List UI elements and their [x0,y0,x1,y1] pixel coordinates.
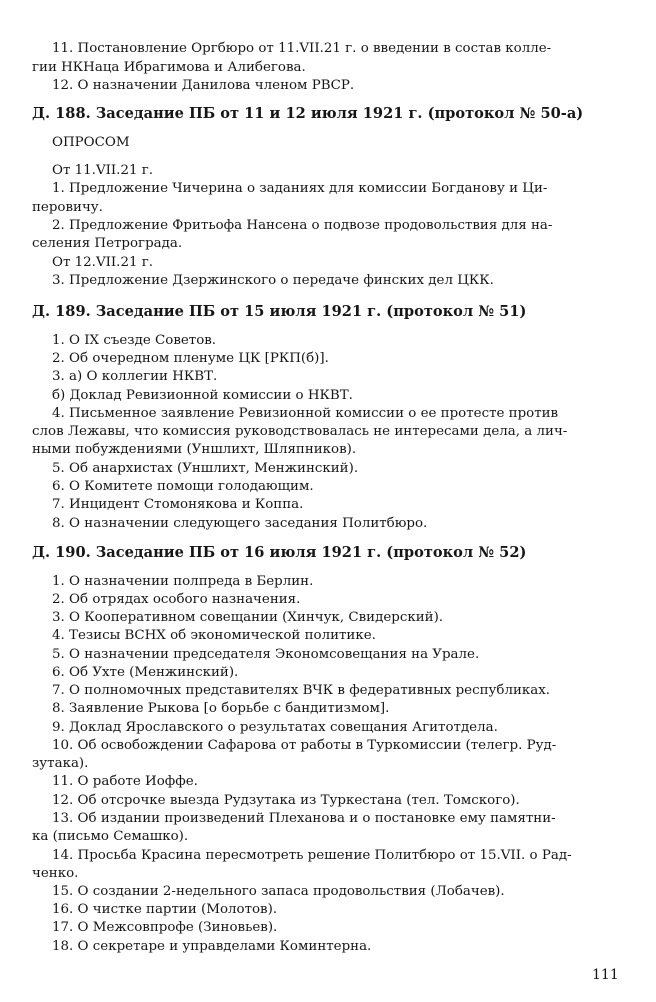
paragraph-line: селения Петрограда. [32,236,183,251]
paragraph-line: 7. Инцидент Стомонякова и Коппа. [52,497,304,512]
paragraph-line: 3. а) О коллегии НКВТ. [52,369,218,384]
paragraph-line: 3. Предложение Дзержинского о передаче финских дел ЦКК. [52,273,494,288]
section-heading-d188: Д. 188. Заседание ПБ от 11 и 12 июля 1921 г. (протокол № 50-а) [32,105,584,122]
paragraph-line: 1. Предложение Чичерина о заданиях для комиссии Богданову и Ци- [52,181,548,196]
paragraph-line: 7. О полномочных представителях ВЧК в федеративных республиках. [52,683,551,698]
paragraph-line: 1. О назначении полпреда в Берлин. [52,574,314,589]
paragraph-line: зутака). [32,756,89,771]
paragraph-line: 6. Об Ухте (Менжинский). [52,665,239,680]
paragraph-line: 10. Об освобождении Сафарова от работы в Туркомиссии (телегр. Руд- [52,738,557,753]
paragraph-line: 17. О Межсовпрофе (Зиновьев). [52,920,278,935]
paragraph-line: 18. О секретаре и управделами Коминтерна. [52,939,372,954]
paragraph-line: 15. О создании 2-недельного запаса продовольствия (Лобачев). [52,884,505,899]
paragraph-line: ными побуждениями (Уншлихт, Шляпников). [32,442,357,457]
paragraph-line: 5. О назначении председателя Экономсовещания на Урале. [52,647,480,662]
paragraph-line: 9. Доклад Ярославского о результатах совещания Агитотдела. [52,720,498,735]
paragraph-line: 12. О назначении Данилова членом РВСР. [52,78,355,93]
paragraph-line: 11. Постановление Оргбюро от 11.VII.21 г. о введении в состав колле- [52,41,552,56]
paragraph-line: От 11.VII.21 г. [52,163,154,178]
paragraph-line: 8. О назначении следующего заседания Политбюро. [52,516,428,531]
paragraph-line: ОПРОСОМ [52,135,130,150]
paragraph-line: 16. О чистке партии (Молотов). [52,902,278,917]
paragraph-line: От 12.VII.21 г. [52,255,154,270]
section-heading-d189: Д. 189. Заседание ПБ от 15 июля 1921 г. (протокол № 51) [32,303,527,320]
paragraph-line: 13. Об издании произведений Плеханова и о постановке ему памятни- [52,811,556,826]
page-number: 111 [592,967,619,983]
paragraph-line: 1. О IX съезде Советов. [52,333,217,348]
paragraph-line: 4. Письменное заявление Ревизионной комиссии о ее протесте против [52,406,559,421]
paragraph-line: б) Доклад Ревизионной комиссии о НКВТ. [52,388,353,403]
paragraph-line: ка (письмо Семашко). [32,829,189,844]
paragraph-line: 8. Заявление Рыкова [о борьбе с бандитизмом]. [52,701,390,716]
paragraph-line: 14. Просьба Красина пересмотреть решение Политбюро от 15.VII. о Рад- [52,848,572,863]
paragraph-line: 12. Об отсрочке выезда Рудзутака из Туркестана (тел. Томского). [52,793,520,808]
paragraph-line: ченко. [32,866,79,881]
paragraph-line: 11. О работе Иоффе. [52,774,198,789]
paragraph-line: 4. Тезисы ВСНХ об экономической политике. [52,628,376,643]
paragraph-line: перовичу. [32,200,103,215]
paragraph-line: слов Лежавы, что комиссия руководствовалась не интересами дела, а лич- [32,424,568,439]
section-heading-d190: Д. 190. Заседание ПБ от 16 июля 1921 г. (протокол № 52) [32,544,527,561]
paragraph-line: 2. Об очередном пленуме ЦК [РКП(б)]. [52,351,329,366]
paragraph-line: 2. Об отрядах особого назначения. [52,592,301,607]
paragraph-line: 3. О Кооперативном совещании (Хинчук, Свидерский). [52,610,444,625]
paragraph-line: гии НКНаца Ибрагимова и Алибегова. [32,60,306,75]
paragraph-line: 2. Предложение Фритьофа Нансена о подвозе продовольствия для на- [52,218,553,233]
paragraph-line: 6. О Комитете помощи голодающим. [52,479,314,494]
paragraph-line: 5. Об анархистах (Уншлихт, Менжинский). [52,461,359,476]
